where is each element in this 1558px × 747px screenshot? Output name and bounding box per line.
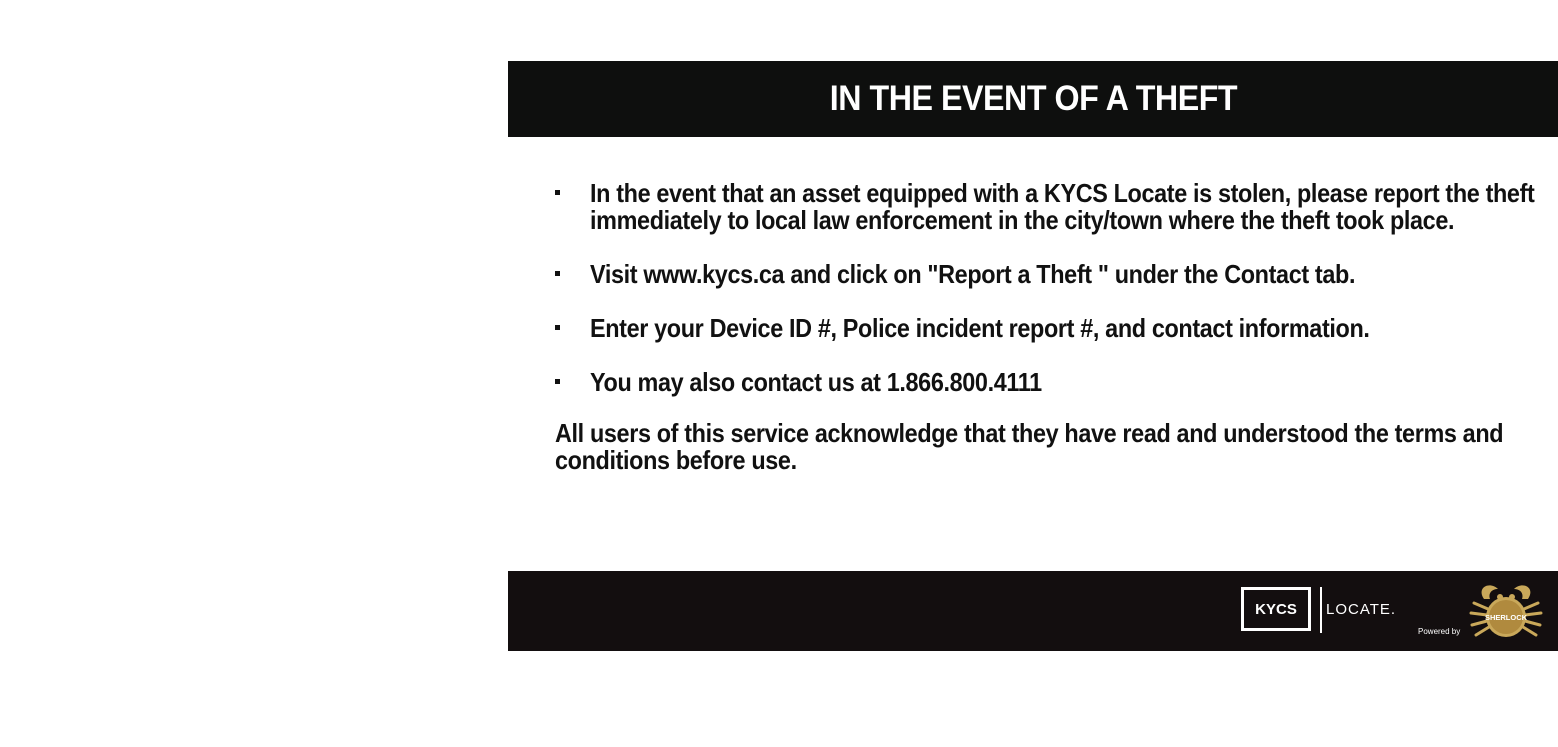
bullet-icon	[555, 379, 560, 384]
acknowledgement-text: All users of this service acknowledge that they have read and understood the terms and conditions before use.	[555, 418, 1504, 475]
list-item-text: In the event that an asset equipped with a KYCS Locate is stolen, please report the theft immediately to local law enforcement in the city/town where the theft took place.	[590, 178, 1535, 235]
bullet-icon	[555, 271, 560, 276]
bullet-icon	[555, 325, 560, 330]
page-title: IN THE EVENT OF A THEFT	[829, 79, 1237, 118]
list-item-text: You may also contact us at 1.866.800.4111	[590, 367, 1042, 397]
list-item-text: Enter your Device ID #, Police incident report #, and contact information.	[590, 313, 1370, 343]
list-item	[555, 315, 1545, 342]
sherlock-logo-text: SHERLOCK	[1484, 613, 1528, 622]
kycs-logo-text: KYCS	[1255, 600, 1297, 618]
sherlock-crab-logo-icon	[1466, 579, 1546, 645]
list-item	[555, 369, 1545, 396]
kycs-logo	[1241, 587, 1311, 631]
list-item	[555, 261, 1545, 288]
instruction-list	[555, 180, 1545, 396]
header-banner	[508, 61, 1558, 137]
footer-banner	[508, 571, 1558, 651]
instructions-content	[555, 180, 1545, 474]
list-item-text: Visit www.kycs.ca and click on "Report a Theft " under the Contact tab.	[590, 259, 1356, 289]
bullet-icon	[555, 190, 560, 195]
logo-divider	[1320, 587, 1322, 633]
locate-logo: LOCATE.	[1326, 601, 1397, 618]
powered-by-label: Powered by	[1418, 627, 1461, 636]
list-item	[555, 180, 1545, 234]
